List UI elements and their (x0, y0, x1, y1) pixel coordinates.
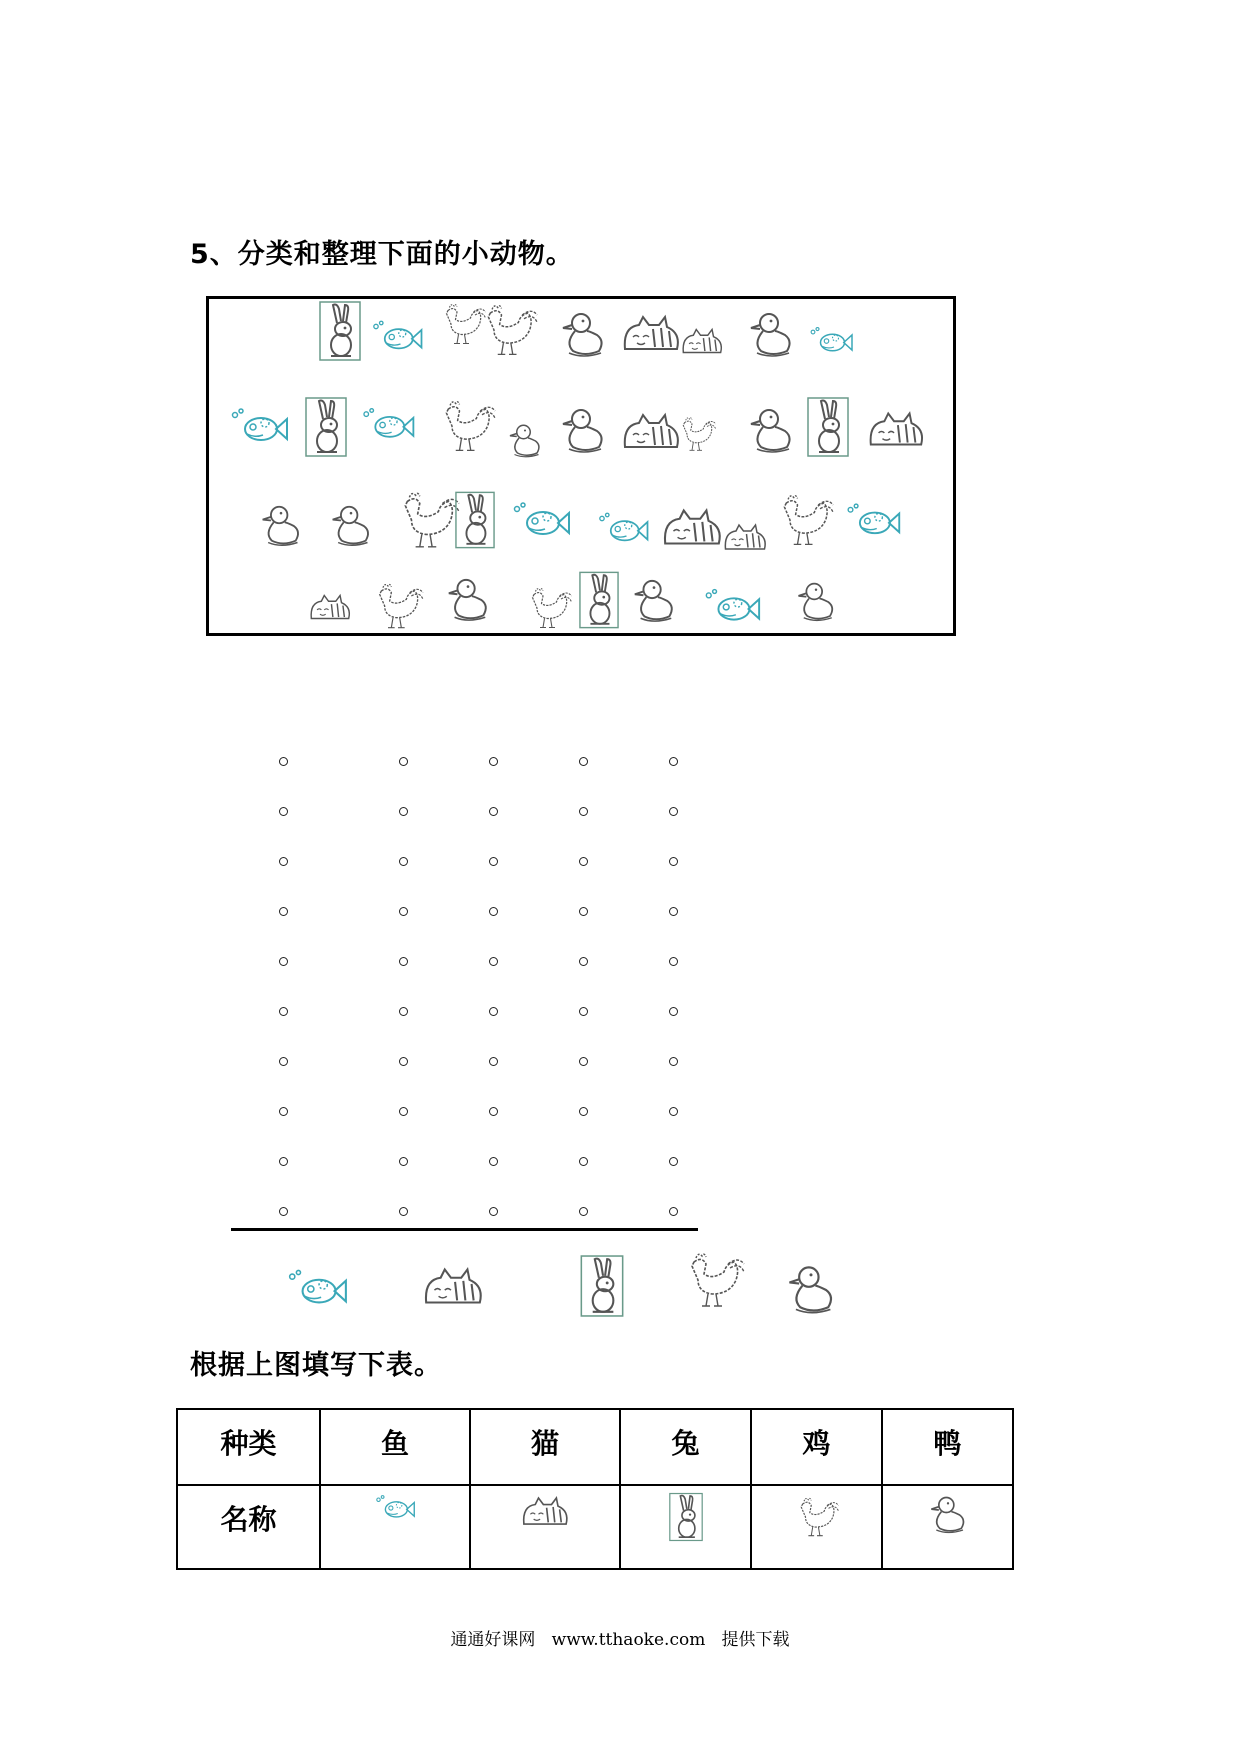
graph-dot (399, 1207, 408, 1216)
graph-dot (579, 1207, 588, 1216)
cat-icon (619, 409, 683, 453)
graph-dot (489, 907, 498, 916)
fish-icon (321, 1486, 469, 1524)
chicken-icon (775, 483, 835, 557)
row-label: 名称 (220, 1503, 277, 1536)
graph-dot (399, 757, 408, 766)
rabbit-icon (621, 1486, 750, 1542)
duck-icon (445, 575, 491, 625)
category-cell-cat (470, 1409, 620, 1485)
graph-dot (399, 1107, 408, 1116)
graph-dot (279, 807, 288, 816)
table-header-row (177, 1409, 1013, 1485)
graph-dot (579, 757, 588, 766)
graph-dot (669, 1207, 678, 1216)
graph-dot (579, 857, 588, 866)
graph-dot (579, 1057, 588, 1066)
fish-icon-cell (320, 1485, 470, 1569)
graph-dot (579, 1107, 588, 1116)
graph-dot (669, 1057, 678, 1066)
rabbit-icon (579, 571, 619, 629)
duck-icon (795, 579, 837, 625)
duck-icon (559, 405, 607, 457)
graph-dot (579, 1157, 588, 1166)
duck-icon (507, 421, 543, 461)
graph-baseline (231, 1228, 698, 1231)
graph-dot (279, 1207, 288, 1216)
cat-icon (307, 591, 353, 623)
graph-dot (279, 1007, 288, 1016)
fish-icon (509, 499, 573, 543)
graph-dot (399, 857, 408, 866)
cat-icon (471, 1486, 619, 1530)
fish-icon (369, 317, 425, 357)
animal-picture-box (206, 296, 956, 636)
rabbit-icon (807, 397, 849, 457)
graph-dot (579, 957, 588, 966)
chicken-icon (752, 1486, 881, 1542)
duck-icon (747, 405, 795, 457)
duck-icon-cell (882, 1485, 1013, 1569)
graph-dot (399, 1157, 408, 1166)
graph-dot (489, 1107, 498, 1116)
category-cell-chicken (751, 1409, 882, 1485)
graph-dot (279, 857, 288, 866)
rabbit-icon (455, 491, 495, 549)
graph-dot (279, 1057, 288, 1066)
fish-icon (227, 405, 291, 449)
cat-icon (619, 311, 683, 355)
graph-dot (399, 1057, 408, 1066)
chicken-icon (677, 409, 717, 459)
category-label: 鸭 (933, 1427, 962, 1460)
footer-suffix: 提供下载 (721, 1630, 790, 1650)
rabbit-icon (319, 301, 361, 361)
fish-icon (595, 509, 651, 549)
graph-dot (279, 1157, 288, 1166)
rabbit-icon-cell (620, 1485, 751, 1569)
fish-icon (284, 1266, 350, 1312)
chicken-icon (437, 389, 497, 463)
duck-icon (559, 309, 607, 361)
cat-icon (865, 405, 927, 453)
duck-icon (259, 501, 303, 551)
duck-icon (631, 575, 677, 627)
instruction-text: 根据上图填写下表。 (190, 1350, 442, 1381)
graph-dot (489, 1207, 498, 1216)
cat-icon (679, 325, 725, 357)
duck-icon (883, 1486, 1012, 1538)
graph-dot (669, 807, 678, 816)
footer-url: www.tthaoke.com (551, 1630, 706, 1650)
page-footer (0, 1625, 1240, 1650)
graph-dot (669, 1107, 678, 1116)
category-cell-fish (320, 1409, 470, 1485)
graph-dot (579, 1007, 588, 1016)
chicken-icon (682, 1245, 746, 1315)
graph-dot (579, 807, 588, 816)
graph-dot (669, 907, 678, 916)
duck-icon (747, 309, 795, 361)
graph-dot (399, 957, 408, 966)
fish-icon (807, 323, 855, 359)
graph-dot (669, 1157, 678, 1166)
graph-dot (399, 907, 408, 916)
graph-dot (489, 1157, 498, 1166)
graph-dot (669, 957, 678, 966)
footer-site-name: 通通好课网 (450, 1630, 536, 1650)
graph-dot (489, 1007, 498, 1016)
rabbit-icon (305, 397, 347, 457)
cat-icon (721, 521, 769, 553)
chicken-icon (369, 581, 427, 631)
chicken-icon-cell (751, 1485, 882, 1569)
row-label-cell (177, 1485, 320, 1569)
graph-dot (489, 757, 498, 766)
cat-icon-cell (470, 1485, 620, 1569)
graph-dot (279, 1107, 288, 1116)
cat-icon (420, 1262, 486, 1310)
chicken-icon (479, 293, 539, 367)
question-title: 5、分类和整理下面的小动物。 (190, 239, 574, 270)
category-cell-rabbit (620, 1409, 751, 1485)
fish-icon (701, 585, 763, 629)
cat-icon (659, 505, 725, 549)
graph-dot (669, 757, 678, 766)
graph-dot (669, 857, 678, 866)
category-cell-duck (882, 1409, 1013, 1485)
chicken-icon (395, 483, 461, 557)
header-label-cell (177, 1409, 320, 1485)
category-label: 鸡 (802, 1427, 831, 1460)
fish-icon (359, 403, 417, 447)
header-label: 种类 (220, 1427, 277, 1460)
graph-dot (579, 907, 588, 916)
category-label: 兔 (671, 1427, 700, 1460)
graph-dot (279, 757, 288, 766)
fill-table (176, 1408, 1014, 1570)
graph-dot (489, 857, 498, 866)
graph-dot (279, 957, 288, 966)
graph-dot (489, 807, 498, 816)
graph-dot (489, 957, 498, 966)
duck-icon (782, 1262, 840, 1318)
graph-dot (399, 807, 408, 816)
duck-icon (329, 501, 373, 551)
graph-dot (279, 907, 288, 916)
category-label: 鱼 (380, 1427, 409, 1460)
chicken-icon (525, 583, 573, 633)
category-label: 猫 (530, 1427, 559, 1460)
fish-icon (843, 499, 903, 543)
graph-dot (489, 1057, 498, 1066)
graph-dot (669, 1007, 678, 1016)
rabbit-icon (580, 1255, 624, 1317)
graph-dot (399, 1007, 408, 1016)
table-name-row (177, 1485, 1013, 1569)
